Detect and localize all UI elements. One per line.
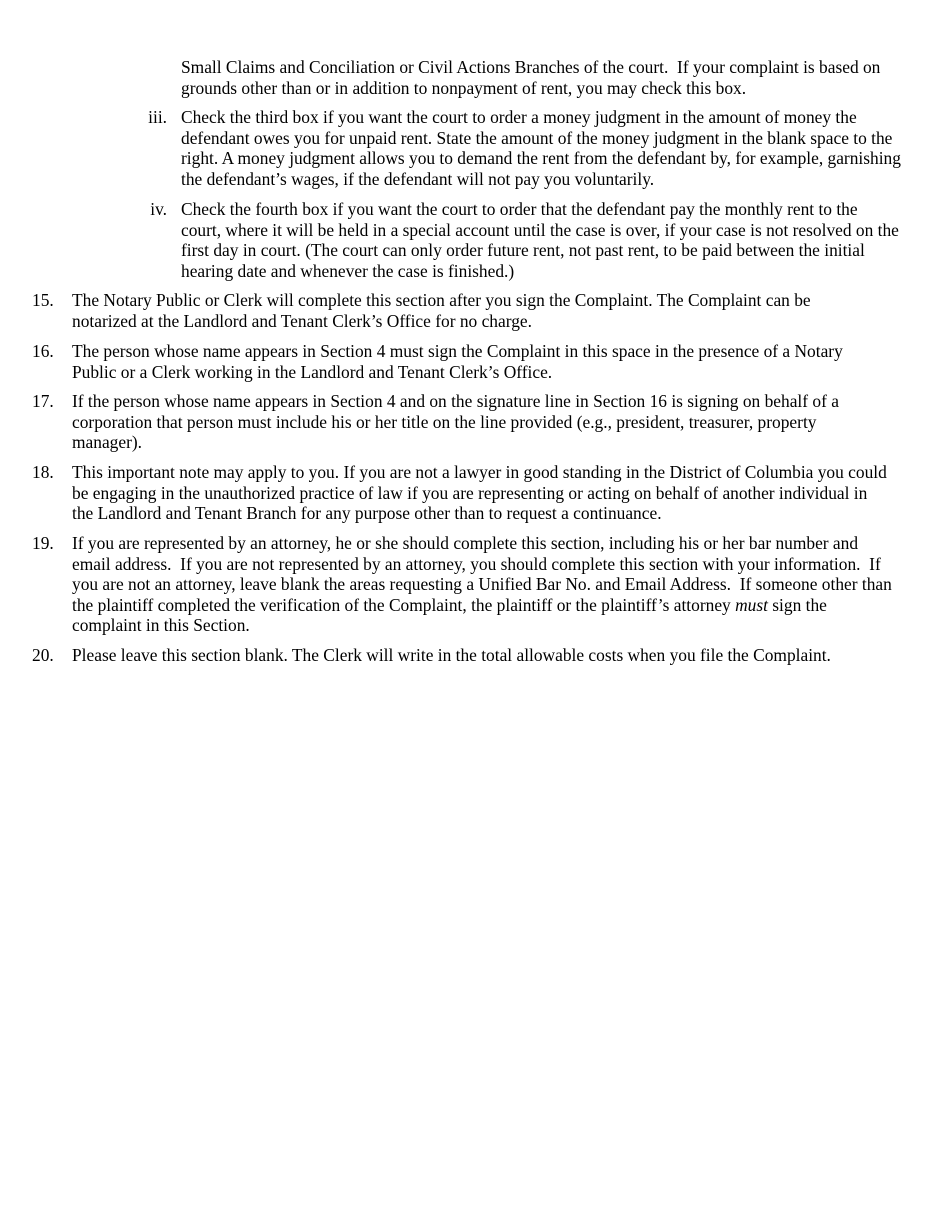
item-text: This important note may apply to you. If you are not a lawyer in good standing in the District of Columbia you could be engaging in the unauthorized practice of law if you are representing or acting on behalf of another individual in the Landlord and Tenant Branch for any purpose other than to request a continuance. <box>72 462 887 523</box>
item-text <box>72 533 897 636</box>
continuation-text: Small Claims and Conciliation or Civil Actions Branches of the court. If your complaint is based on grounds other than or in addition to nonpayment of rent, you may check this box. <box>181 57 885 98</box>
continuation-paragraph <box>181 57 901 98</box>
item-number: 19. <box>32 533 54 553</box>
item-text: The person whose name appears in Section 4 must sign the Complaint in this space in the presence of a Notary Public or a Clerk working in the Landlord and Tenant Clerk’s Office. <box>72 341 843 382</box>
item-text-part: sign the complaint in this Section. <box>72 594 832 635</box>
item-text-part: If you are represented by an attorney, he or she should complete this section, including his or her bar number and email address. If you are not represented by an attorney, you should complete this section with your information. If you are not an attorney, leave blank the areas requesting a Unified Bar No. and Email Address. If someone other than the plaintiff completed the verification of the Complaint, the plaintiff or the plaintiff’s attorney <box>72 533 897 615</box>
item-text: If the person whose name appears in Section 4 and on the signature line in Section 16 is signing on behalf of a corporation that person must include his or her title on the line provided (e.g., president, treasurer, property manager). <box>72 391 839 452</box>
item-number: 15. <box>32 290 54 310</box>
sub-item-marker: iv. <box>150 199 167 219</box>
item-number: 18. <box>32 462 54 482</box>
item-text: Please leave this section blank. The Clerk will write in the total allowable costs when you file the Complaint. <box>72 645 831 665</box>
sub-item-text: Check the third box if you want the court to order a money judgment in the amount of money the defendant owes you for unpaid rent. State the amount of the money judgment in the blank space to the right. A money judgment allows you to demand the rent from the defendant by, for example, garnishing the defendant’s wages, if the defendant will not pay you voluntarily. <box>181 107 901 189</box>
item-text-emphasis: must <box>735 594 768 615</box>
sub-item-text: Check the fourth box if you want the court to order that the defendant pay the monthly rent to the court, where it will be held in a special account until the case is over, if your case is not resolved on the first day in court. (The court can only order future rent, not past rent, to be paid between the initial hearing date and whenever the case is finished.) <box>181 199 899 281</box>
item-number: 16. <box>32 341 54 361</box>
item-number: 20. <box>32 645 54 665</box>
sub-item-marker: iii. <box>148 107 167 127</box>
item-number: 17. <box>32 391 54 411</box>
item-text: The Notary Public or Clerk will complete this section after you sign the Complaint. The Complaint can be notarized at the Landlord and Tenant Clerk’s Office for no charge. <box>72 290 811 331</box>
